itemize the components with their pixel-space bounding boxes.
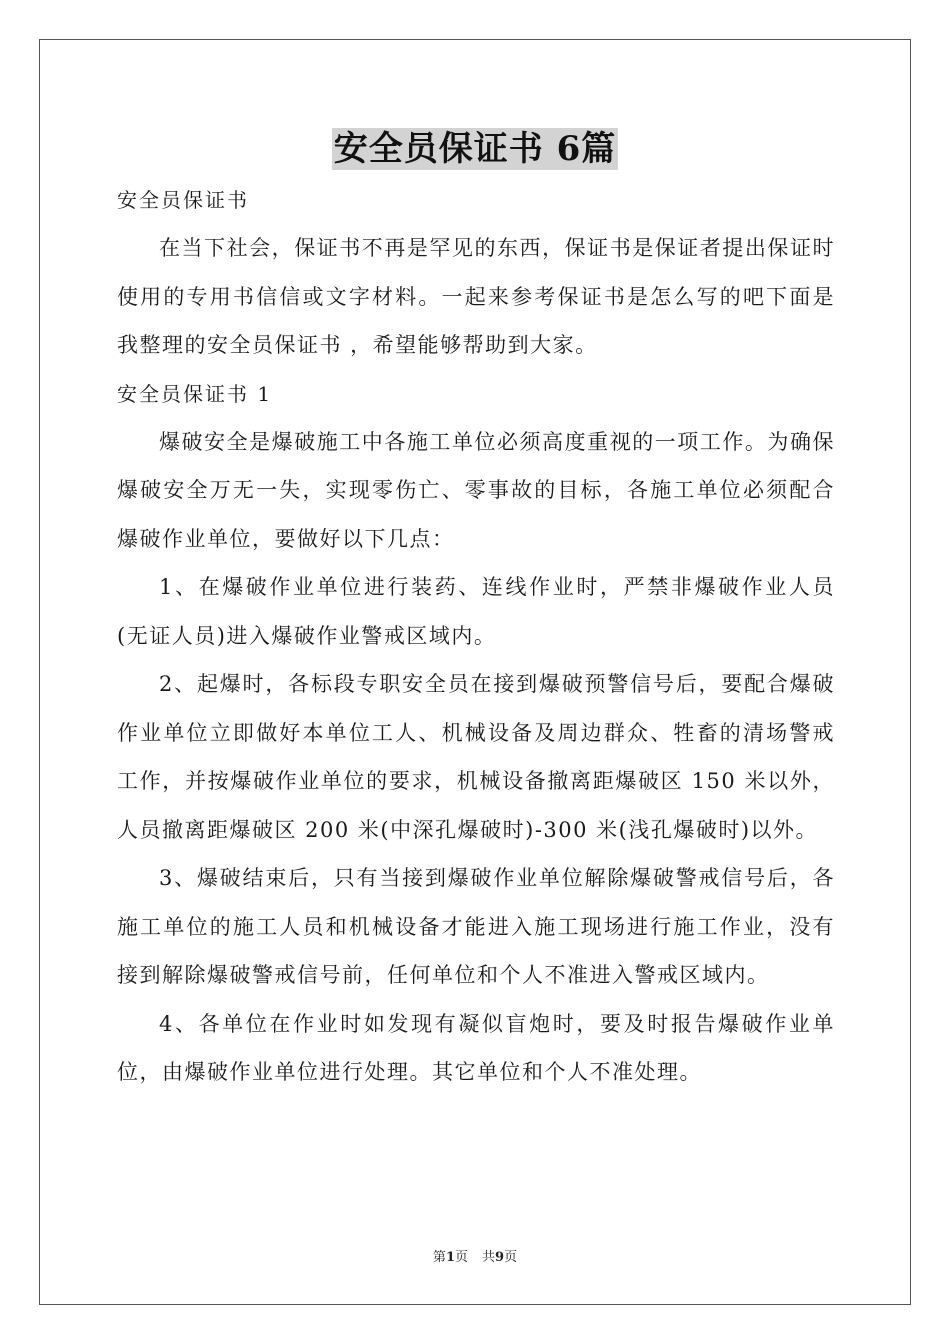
total-suffix: 页 [504,1250,518,1265]
document-body [117,176,835,1097]
paragraph-safety: 爆破安全是爆破施工中各施工单位必须高度重视的一项工作。为确保爆破安全万无一失，实现零伤亡、零事故的目标，各施工单位必须配合爆破作业单位，要做好以下几点： [117,429,835,551]
total-prefix: 共 [482,1250,496,1265]
page-footer [0,1246,950,1265]
current-page-number: 1 [445,1250,455,1265]
paragraph-intro: 在当下社会，保证书不再是罕见的东西，保证书是保证者提出保证时使用的专用书信信或文字材料。一起来参考保证书是怎么写的吧下面是我整理的安全员保证书 ，希望能够帮助到大家。 [117,236,835,357]
paragraph-item-3: 3、爆破结束后，只有当接到爆破作业单位解除爆破警戒信号后，各施工单位的施工人员和机械设备才能进入施工现场进行施工作业，没有接到解除爆破警戒信号前，任何单位和个人不准进入警戒区域内。 [117,866,835,987]
paragraph-item-1: 1、在爆破作业单位进行装药、连线作业时，严禁非爆破作业人员(无证人员)进入爆破作业警戒区域内。 [117,575,835,648]
page-suffix: 页 [454,1250,468,1265]
title-container [0,128,950,170]
total-pages-number: 9 [495,1250,505,1265]
page-prefix: 第 [432,1250,446,1265]
section-heading: 安全员保证书 [117,188,249,212]
section-heading-1: 安全员保证书 1 [117,381,273,406]
paragraph-item-2: 2、起爆时，各标段专职安全员在接到爆破预警信号后，要配合爆破作业单位立即做好本单位工人、机械设备及周边群众、牲畜的清场警戒工作，并按爆破作业单位的要求，机械设备撤离距爆破区 150 米以外，人员撤离距爆破区 200 米(中深孔爆破时)-300 米(浅孔爆破时)以外。 [117,672,835,842]
paragraph-item-4: 4、各单位在作业时如发现有凝似盲炮时，要及时报告爆破作业单位，由爆破作业单位进行处理。其它单位和个人不准处理。 [117,1011,835,1084]
document-title: 安全员保证书 6篇 [333,129,617,169]
